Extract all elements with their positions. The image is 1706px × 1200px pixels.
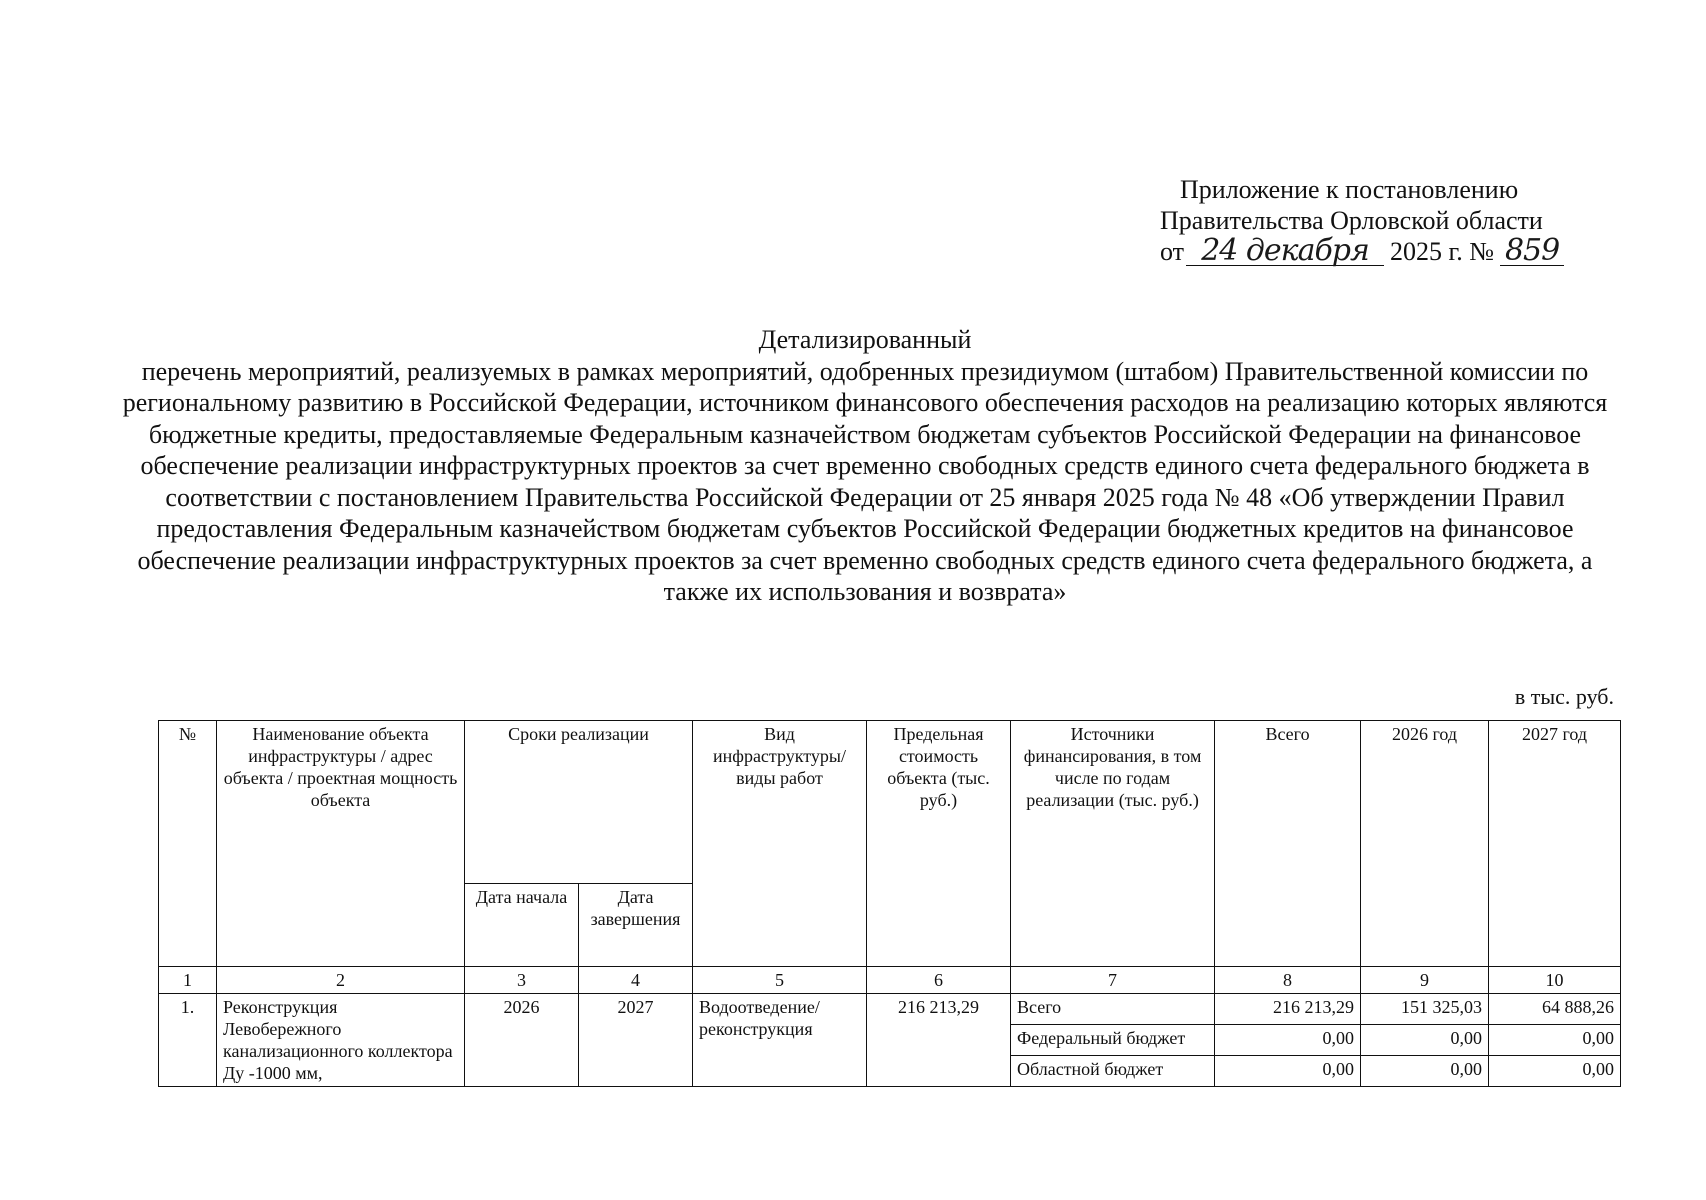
header-2027: 2027 год — [1489, 721, 1621, 967]
source-total-2026: 151 325,03 — [1361, 994, 1489, 1025]
row-start-date: 2026 — [465, 994, 579, 1087]
header-start: Дата начала — [465, 884, 579, 967]
header-terms: Сроки реализации — [465, 721, 693, 884]
col-number: 9 — [1361, 967, 1489, 994]
appendix-line-3 — [1100, 233, 1620, 268]
table-row — [159, 994, 1621, 1025]
row-max-cost: 216 213,29 — [867, 994, 1011, 1087]
source-regional-2026: 0,00 — [1361, 1056, 1489, 1087]
handwritten-number: 859 — [1500, 237, 1564, 266]
title-heading: Детализированный — [758, 325, 972, 354]
header-end: Дата завершения — [579, 884, 693, 967]
document-title — [120, 324, 1610, 608]
col-number: 4 — [579, 967, 693, 994]
projects-table — [158, 720, 1621, 1087]
header-row — [159, 721, 1621, 884]
header-cost: Предельная стоимость объекта (тыс. руб.) — [867, 721, 1011, 967]
appendix-line-1: Приложение к постановлению — [1180, 175, 1519, 204]
row-end-date: 2027 — [579, 994, 693, 1087]
col-number: 5 — [693, 967, 867, 994]
header-2026: 2026 год — [1361, 721, 1489, 967]
column-number-row — [159, 967, 1621, 994]
appendix-line-2: Правительства Орловской области — [1160, 206, 1543, 235]
source-federal-2027: 0,00 — [1489, 1025, 1621, 1056]
col-number: 6 — [867, 967, 1011, 994]
source-federal-label: Федеральный бюджет — [1011, 1025, 1215, 1056]
source-total-label: Всего — [1011, 994, 1215, 1025]
header-total: Всего — [1215, 721, 1361, 967]
row-num: 1. — [159, 994, 217, 1087]
unit-label: в тыс. руб. — [1514, 684, 1614, 709]
title-body: перечень мероприятий, реализуемых в рамках мероприятий, одобренных президиумом (штабом) Правительственной комиссии по региональному развитию в Российской Федерации, источником финансового обеспечения расходов на реализацию которых являются бюджетные кредиты, предоставляемые Федеральным казначейством бюджетам субъектов Российской Федерации на финансовое обеспечение реализации инфраструктурных проектов за счет временно свободных средств единого счета федерального бюджета в соответствии с постановлением Правительства Российской Федерации от 25 января 2025 года № 48 «Об утверждении Правил предоставления Федеральным казначейством бюджетам субъектов Российской Федерации бюджетных кредитов на финансовое обеспечение реализации инфраструктурных проектов за счет временно свободных средств единого счета федерального бюджета, а также их использования и возврата» — [122, 356, 1608, 606]
from-prefix: от — [1160, 237, 1185, 266]
source-regional-2027: 0,00 — [1489, 1056, 1621, 1087]
handwritten-date: 24 декабря — [1186, 237, 1384, 266]
source-regional-label: Областной бюджет — [1011, 1056, 1215, 1087]
header-type: Вид инфраструктуры/ виды работ — [693, 721, 867, 967]
source-regional-value: 0,00 — [1215, 1056, 1361, 1087]
header-num: № — [159, 721, 217, 967]
col-number: 8 — [1215, 967, 1361, 994]
col-number: 10 — [1489, 967, 1621, 994]
col-number: 1 — [159, 967, 217, 994]
source-federal-value: 0,00 — [1215, 1025, 1361, 1056]
appendix-block — [1100, 174, 1620, 267]
header-sources: Источники финансирования, в том числе по годам реализации (тыс. руб.) — [1011, 721, 1215, 967]
header-name: Наименование объекта инфраструктуры / адрес объекта / проектная мощность объекта — [217, 721, 465, 967]
col-number: 7 — [1011, 967, 1215, 994]
source-federal-2026: 0,00 — [1361, 1025, 1489, 1056]
row-infra-type: Водоотведение/ реконструкция — [693, 994, 867, 1087]
row-object-name: Реконструкция Левобережного канализационного коллектора Ду -1000 мм, — [217, 994, 465, 1087]
year-text: 2025 г. № — [1390, 237, 1495, 266]
col-number: 3 — [465, 967, 579, 994]
source-total-value: 216 213,29 — [1215, 994, 1361, 1025]
col-number: 2 — [217, 967, 465, 994]
source-total-2027: 64 888,26 — [1489, 994, 1621, 1025]
